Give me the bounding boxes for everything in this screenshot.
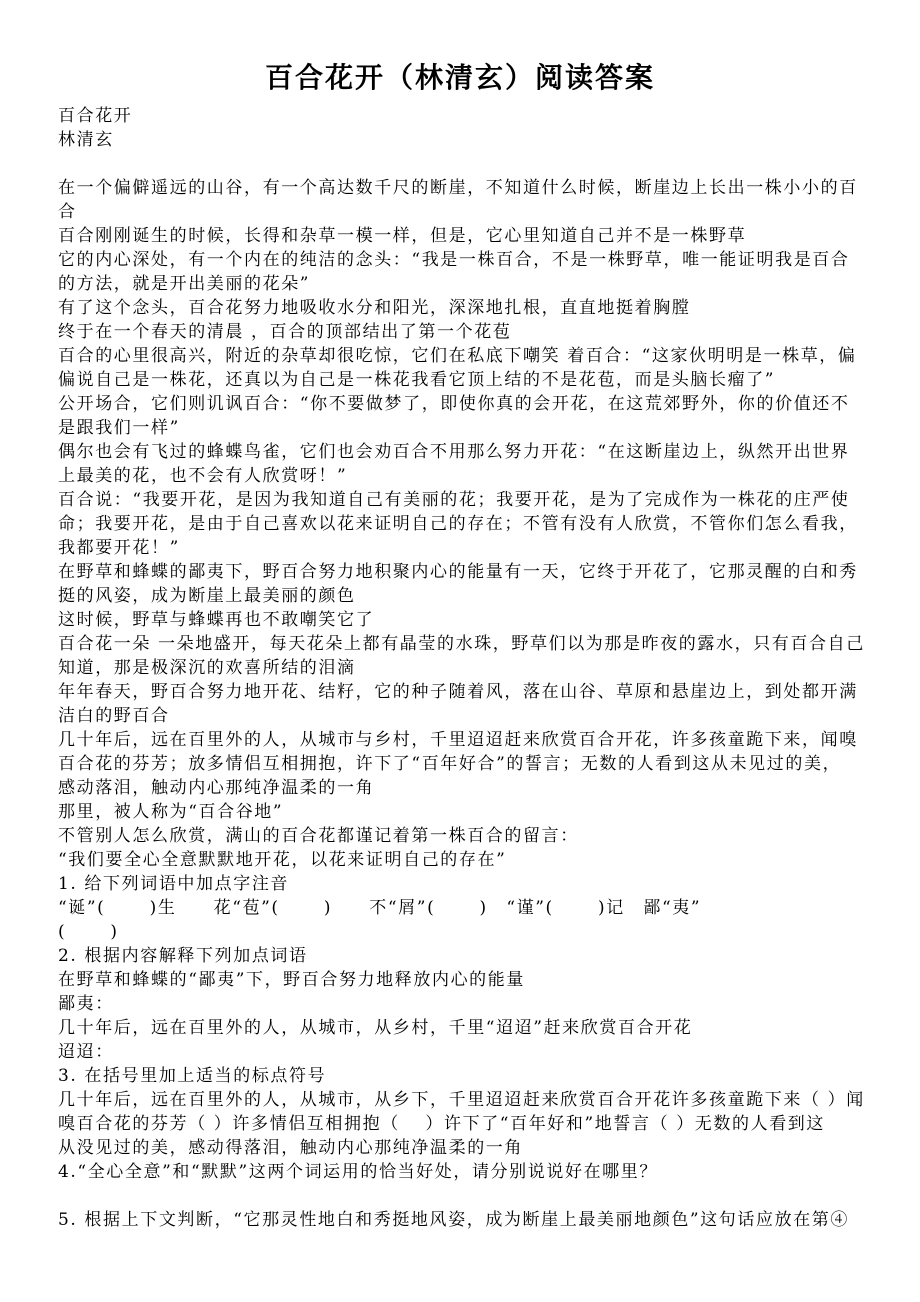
text-line: 几十年后，远在百里外的人，从城市，从乡村，千里“迢迢”赶来欣赏百合开花 bbox=[58, 1018, 693, 1038]
text-line: 在一个偏僻遥远的山谷，有一个高达数千尺的断崖，不知道什么时候，断崖边上长出一株小小的百 bbox=[58, 178, 858, 198]
text-line: “我们要全心全意默默地开花，以花来证明自己的存在” bbox=[58, 850, 507, 870]
text-line: 林清玄 bbox=[58, 130, 114, 150]
text-line: 是跟我们一样” bbox=[58, 418, 180, 438]
text-line: 它的内心深处，有一个内在的纯洁的念头：“我是一株百合，不是一株野草，唯一能证明我是百合 bbox=[58, 250, 850, 270]
text-line: 洁白的野百合 bbox=[58, 706, 170, 726]
text-line: 终于在一个春天的清晨 ，百合的顶部结出了第一个花苞 bbox=[58, 322, 512, 342]
text-line: 5. 根据上下文判断，“它那灵性地白和秀挺地风姿，成为断崖上最美丽地颜色”这句话应放在第④ bbox=[58, 1210, 850, 1230]
text-line: 1. 给下列词语中加点字注音 bbox=[58, 874, 290, 894]
text-line: 上最美的花，也不会有人欣赏呀！” bbox=[58, 466, 348, 486]
text-line: 感动落泪，触动内心那纯净温柔的一角 bbox=[58, 778, 375, 798]
text-line: 我都要开花！” bbox=[58, 538, 180, 558]
text-line: 几十年后，远在百里外的人，从城市，从乡下，千里迢迢赶来欣赏百合开花许多孩童跪下来（ ）闻 bbox=[58, 1090, 865, 1110]
text-line: 3. 在括号里加上适当的标点符号 bbox=[58, 1066, 327, 1086]
text-line: 嗅百合花的芬芳（ ）许多情侣互相拥抱（ ）许下了“百年好和”地誓言（ ）无数的人看到这 bbox=[58, 1114, 825, 1134]
text-line: 几十年后，远在百里外的人，从城市与乡村，千里迢迢赶来欣赏百合开花，许多孩童跪下来，闻嗅 bbox=[58, 730, 858, 750]
text-line: 命；我要开花，是由于自己喜欢以花来证明自己的存在；不管有没有人欣赏，不管你们怎么看我， bbox=[58, 514, 858, 534]
text-line: 偶尔也会有飞过的蜂蝶鸟雀，它们也会劝百合不用那么努力开花：“在这断崖边上，纵然开出世界 bbox=[58, 442, 850, 462]
text-line: 百合花一朵 一朵地盛开，每天花朵上都有晶莹的水珠，野草们以为那是昨夜的露水，只有百合自己 bbox=[58, 634, 865, 654]
text-line: 在野草和蜂蝶的鄙夷下，野百合努力地积聚内心的能量有一天，它终于开花了，它那灵醒的白和秀 bbox=[58, 562, 858, 582]
text-line: 不管别人怎么欣赏，满山的百合花都谨记着第一株百合的留言： bbox=[58, 826, 579, 846]
text-line: 的方法，就是开出美丽的花朵” bbox=[58, 274, 311, 294]
text-line: 公开场合，它们则讥讽百合：“你不要做梦了，即使你真的会开花，在这荒郊野外，你的价值还不 bbox=[58, 394, 850, 414]
text-line: 偏说自己是一株花，还真以为自己是一株花我看它顶上结的不是花苞，而是头脑长瘤了” bbox=[58, 370, 776, 390]
text-line: 合 bbox=[58, 202, 77, 222]
blank-line bbox=[58, 152, 878, 176]
text-line: 年年春天，野百合努力地开花、结籽，它的种子随着风，落在山谷、草原和悬崖边上，到处都开满 bbox=[58, 682, 858, 702]
text-line: 在野草和蜂蝶的“鄙夷”下，野百合努力地释放内心的能量 bbox=[58, 970, 525, 990]
text-line: 迢迢： bbox=[58, 1042, 114, 1062]
text-line: 挺的风姿，成为断崖上最美丽的颜色 bbox=[58, 586, 356, 606]
blank-line bbox=[58, 1184, 878, 1208]
text-line: 百合的心里很高兴，附近的杂草却很吃惊，它们在私底下嘲笑 着百合：“这家伙明明是一株草，偏 bbox=[58, 346, 857, 366]
text-line: 有了这个念头，百合花努力地吸收水分和阳光，深深地扎根，直直地挺着胸膛 bbox=[58, 298, 691, 318]
text-line: 那里，被人称为“百合谷地” bbox=[58, 802, 284, 822]
text-line: 2. 根据内容解释下列加点词语 bbox=[58, 946, 308, 966]
text-line: 4.“全心全意”和“默默”这两个词运用的恰当好处，请分别说说好在哪里？ bbox=[58, 1162, 658, 1182]
text-line: 鄙夷： bbox=[58, 994, 114, 1014]
text-line: 知道，那是极深沉的欢喜所结的泪滴 bbox=[58, 658, 356, 678]
document-title: 百合花开（林清玄）阅读答案 bbox=[264, 61, 655, 94]
document-body bbox=[58, 104, 878, 1232]
text-line: 百合说：“我要开花，是因为我知道自己有美丽的花；我要开花，是为了完成作为一株花的庄严使 bbox=[58, 490, 850, 510]
text-line: ( ) bbox=[58, 922, 119, 942]
text-line: 从没见过的美，感动得落泪，触动内心那纯净温柔的一角 bbox=[58, 1138, 523, 1158]
text-line: “诞”( )生 花“苞”( ) 不“屑”( ) “谨”( )记 鄙“夷” bbox=[58, 898, 702, 918]
text-line: 百合刚刚诞生的时候，长得和杂草一模一样，但是，它心里知道自己并不是一株野草 bbox=[58, 226, 747, 246]
text-line: 这时候，野草与蜂蝶再也不敢嘲笑它了 bbox=[58, 610, 375, 630]
text-line: 百合花开 bbox=[58, 106, 133, 126]
text-line: 百合花的芬芳；放多情侣互相拥抱，许下了“百年好合”的誓言；无数的人看到这从未见过的美， bbox=[58, 754, 842, 774]
